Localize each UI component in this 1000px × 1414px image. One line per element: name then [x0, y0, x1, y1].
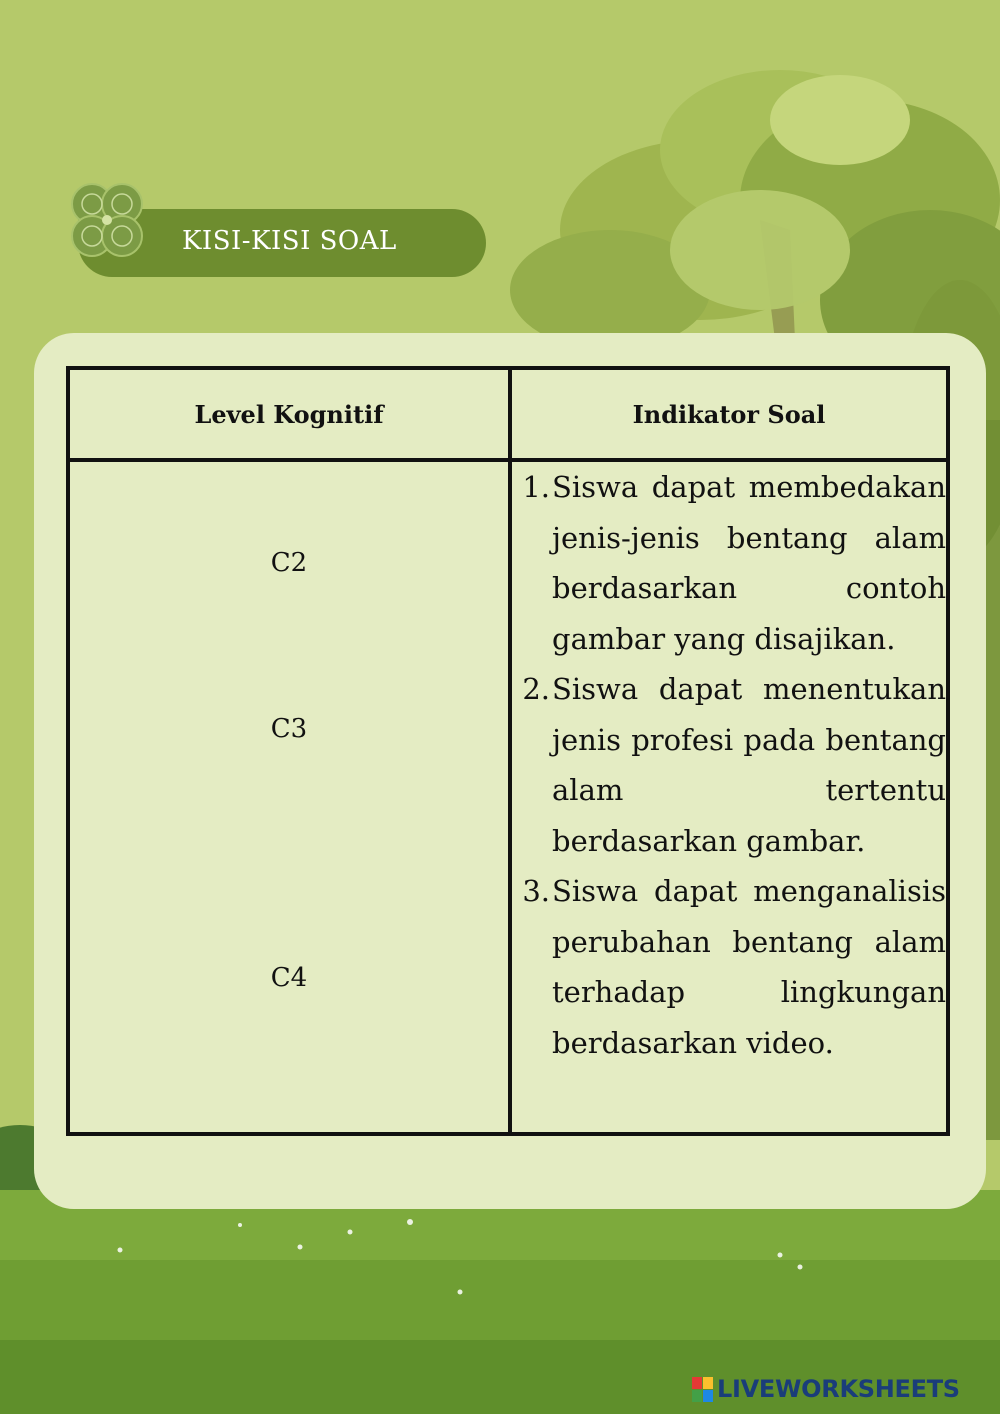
list-item: [512, 664, 946, 866]
table-header-row: [68, 368, 948, 460]
list-number: 2.: [522, 672, 550, 706]
indicator-text: Siswa dapat menentukan jenis profesi pada bentang alam tertentu berdasarkan gambar.: [552, 672, 946, 858]
indicator-list: [512, 462, 946, 1068]
level-c4: C4: [270, 963, 308, 993]
liveworksheets-logo[interactable]: [692, 1376, 960, 1402]
indicator-text: Siswa dapat menganalisis perubahan bentang alam terhadap lingkungan berdasarkan video.: [552, 874, 946, 1060]
watermark-text: LIVEWORKSHEETS: [717, 1375, 960, 1403]
indicator-cell: [510, 460, 948, 1134]
liveworksheets-logo-icon: [692, 1377, 713, 1402]
indicator-text: Siswa dapat membedakan jenis-jenis bentang alam berdasarkan contoh gambar yang disajikan.: [552, 470, 946, 656]
level-c2: C2: [270, 548, 308, 578]
table-row: [68, 460, 948, 1134]
page-title: KISI-KISI SOAL: [182, 226, 397, 256]
level-cell: [68, 460, 510, 1134]
list-item: [512, 866, 946, 1068]
list-number: 3.: [522, 874, 550, 908]
level-c3: C3: [270, 714, 308, 744]
list-number: 1.: [522, 470, 550, 504]
kisi-kisi-table: [66, 366, 950, 1136]
list-item: [512, 462, 946, 664]
column-header-indicator: Indikator Soal: [510, 368, 948, 460]
column-header-level: Level Kognitif: [68, 368, 510, 460]
clover-icon: [62, 176, 152, 266]
